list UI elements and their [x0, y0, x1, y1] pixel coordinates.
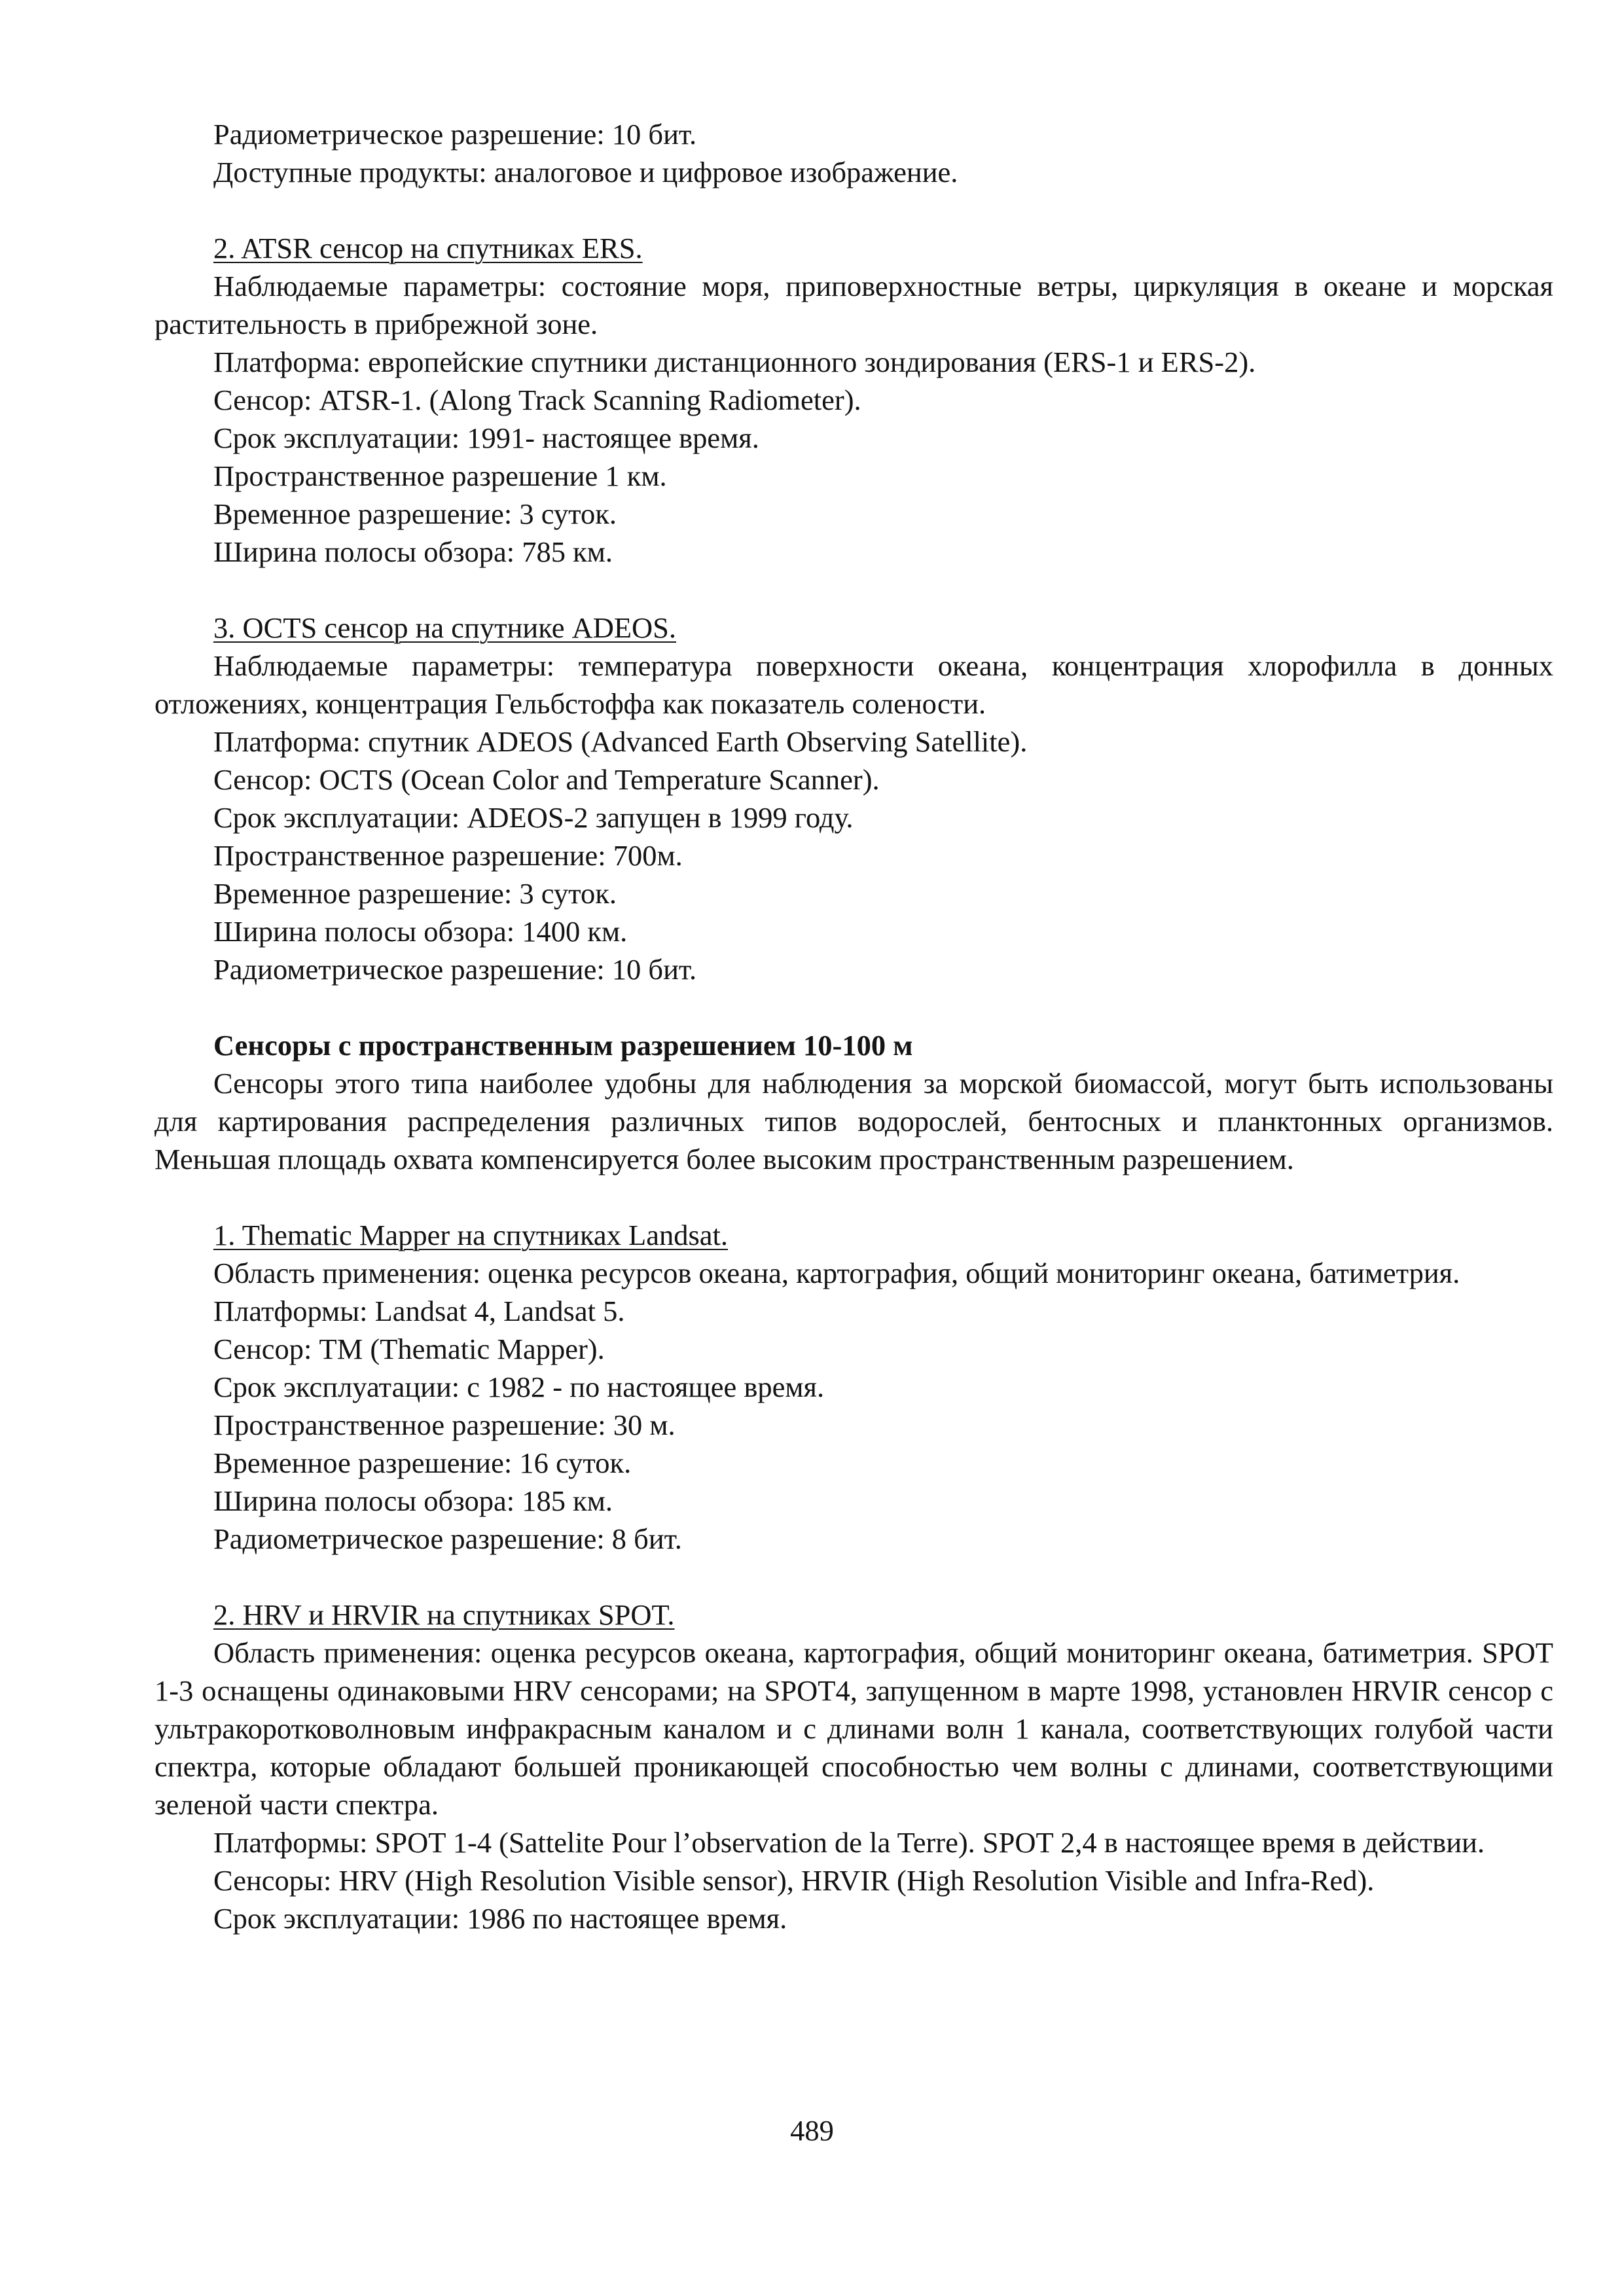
octs-spatial: Пространственное разрешение: 700м. — [213, 839, 683, 872]
spacer — [154, 1178, 1553, 1216]
spacer — [154, 191, 1553, 229]
atsr-temporal: Временное разрешение: 3 суток. — [213, 497, 617, 530]
intro-radiometric: Радиометрическое разрешение: 10 бит. — [213, 118, 697, 151]
atsr-section — [154, 229, 1553, 267]
atsr-swath: Ширина полосы обзора: 785 км. — [213, 535, 613, 568]
section-title: Сенсоры с пространственным разрешением 10-100 м — [213, 1029, 913, 1062]
atsr-params: Наблюдаемые параметры: состояние моря, приповерхностные ветры, циркуляция в океане и морская растительность в прибрежной зоне. — [154, 270, 1553, 340]
octs-radiometric: Радиометрическое разрешение: 10 бит. — [213, 953, 697, 986]
octs-swath: Ширина полосы обзора: 1400 км. — [213, 915, 628, 948]
tm-spatial: Пространственное разрешение: 30 м. — [213, 1408, 676, 1441]
tm-platforms: Платформы: Landsat 4, Landsat 5. — [213, 1295, 625, 1327]
atsr-sensor: Сенсор: ATSR-1. (Along Track Scanning Radiometer). — [213, 384, 861, 416]
tm-section — [154, 1216, 1553, 1254]
octs-heading: 3. OCTS сенсор на спутнике ADEOS. — [213, 611, 677, 644]
intro-products: Доступные продукты: аналоговое и цифровое изображение. — [213, 156, 958, 188]
octs-temporal: Временное разрешение: 3 суток. — [213, 877, 617, 910]
atsr-platform: Платформа: европейские спутники дистанционного зондирования (ERS-1 и ERS-2). — [213, 346, 1256, 378]
hrv-section — [154, 1596, 1553, 1634]
spacer — [154, 988, 1553, 1026]
page-number: 489 — [790, 2114, 834, 2147]
tm-swath: Ширина полосы обзора: 185 км. — [213, 1484, 613, 1517]
tm-heading: 1. Thematic Mapper на спутниках Landsat. — [213, 1219, 729, 1251]
hrv-sensors: Сенсоры: HRV (High Resolution Visible sensor), HRVIR (High Resolution Visible and Infra-Red). — [213, 1864, 1375, 1897]
atsr-spatial: Пространственное разрешение 1 км. — [213, 459, 667, 492]
octs-params: Наблюдаемые параметры: температура поверхности океана, концентрация хлорофилла в донных отложениях, концентрация Гельбстоффа как показатель солености. — [154, 649, 1553, 720]
hrv-platforms: Платформы: SPOT 1-4 (Sattelite Pour l’observation de la Terre). SPOT 2,4 в настоящее время в действии. — [213, 1826, 1485, 1859]
octs-platform: Платформа: спутник ADEOS (Advanced Earth Observing Satellite). — [213, 725, 1028, 758]
tm-lifetime: Срок эксплуатации: с 1982 - по настоящее время. — [213, 1371, 825, 1403]
atsr-heading: 2. ATSR сенсор на спутниках ERS. — [213, 232, 643, 264]
hrv-application: Область применения: оценка ресурсов океана, картография, общий мониторинг океана, батиметрия. SPOT 1-3 оснащены одинаковыми HRV сенсорами; на SPOT4, запущенном в марте 1998, установлен HRVIR сенсор с ультракоротковолновым инфракрасным каналом и с длинами волн 1 канала, соответствующих голубой части спектра, которые обладают большей проникающей способностью чем волны с длинами, соответствующими зеленой части спектра. — [154, 1636, 1553, 1821]
atsr-lifetime: Срок эксплуатации: 1991- настоящее время. — [213, 422, 759, 454]
spacer — [154, 1558, 1553, 1596]
tm-temporal: Временное разрешение: 16 суток. — [213, 1446, 632, 1479]
section-text: Сенсоры этого типа наиболее удобны для наблюдения за морской биомассой, могут быть использованы для картирования распределения различных типов водорослей, бентосных и планктонных организмов. Меньшая площадь охвата компенсируется более высоким пространственным разрешением. — [154, 1067, 1553, 1175]
octs-lifetime: Срок эксплуатации: ADEOS-2 запущен в 1999 году. — [213, 801, 854, 834]
tm-sensor: Сенсор: TM (Thematic Mapper). — [213, 1333, 605, 1365]
hrv-lifetime: Срок эксплуатации: 1986 по настоящее время. — [213, 1902, 787, 1935]
octs-sensor: Сенсор: OCTS (Ocean Color and Temperature Scanner). — [213, 763, 880, 796]
octs-section — [154, 609, 1553, 647]
spacer — [154, 571, 1553, 609]
tm-radiometric: Радиометрическое разрешение: 8 бит. — [213, 1522, 682, 1555]
hrv-heading: 2. HRV и HRVIR на спутниках SPOT. — [213, 1598, 675, 1631]
document-page — [154, 115, 1553, 1937]
tm-application: Область применения: оценка ресурсов океана, картография, общий мониторинг океана, батиметрия. — [213, 1257, 1460, 1289]
